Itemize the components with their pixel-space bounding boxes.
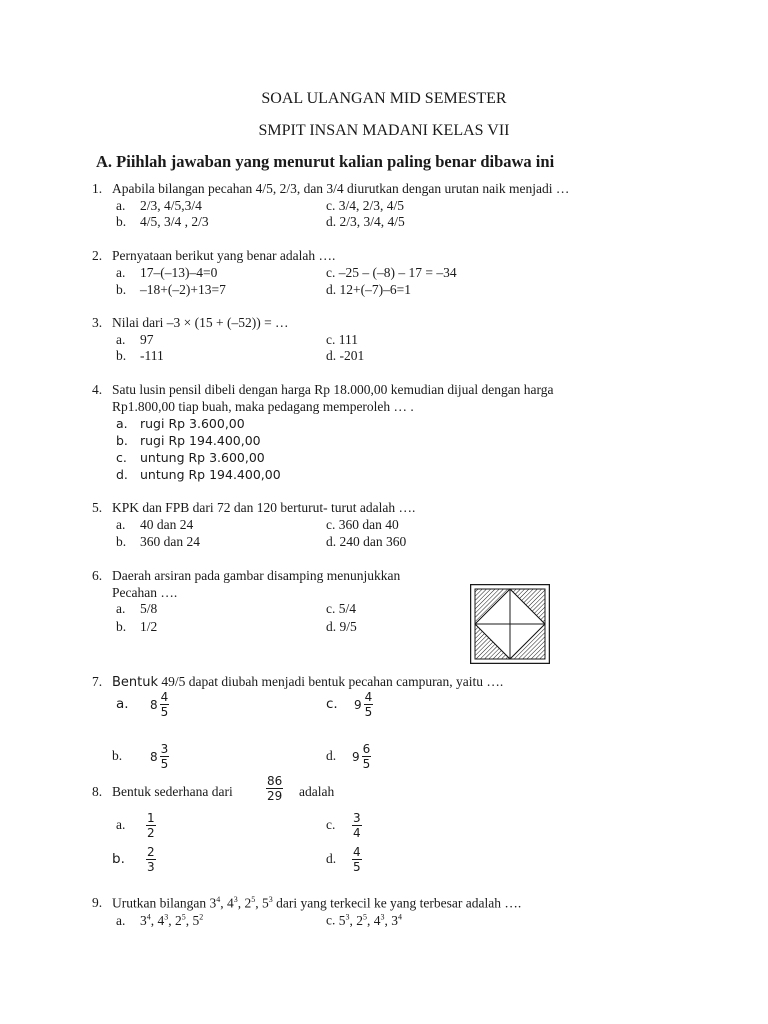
fraction (352, 811, 362, 840)
option-c[interactable] (326, 690, 373, 719)
mixed-whole: 9 (352, 749, 360, 764)
option-label: b. (116, 433, 128, 448)
option-b[interactable] (116, 282, 226, 298)
fraction (362, 742, 372, 771)
option-b[interactable] (112, 742, 169, 771)
option-label: d. (116, 467, 128, 482)
question-stem: 49/5 dapat diubah menjadi bentuk pecahan campuran, yaitu …. (161, 674, 504, 689)
option-text: 12+(–7)–6=1 (339, 282, 411, 297)
option-a[interactable] (116, 601, 157, 617)
denominator: 3 (147, 860, 155, 874)
option-text: $5^3$, $2^5$, $4^3$, $3^4$ (338, 912, 402, 928)
numerator: 86 (267, 774, 283, 788)
option-text: 17–(–13)–4=0 (140, 265, 218, 280)
option-b[interactable] (116, 534, 200, 550)
option-label: d. (326, 619, 337, 634)
option-c[interactable] (326, 198, 404, 214)
page-subtitle: SMPIT INSAN MADANI KELAS VII (258, 122, 510, 139)
mixed-whole: 8 (150, 697, 158, 712)
option-label: a. (116, 816, 126, 832)
option-label: a. (116, 912, 126, 928)
option-b[interactable] (116, 214, 209, 230)
question-stem: Pernyataan berikut yang benar adalah …. (112, 248, 336, 263)
question-stem: Urutkan bilangan $3^4$, $4^3$, $2^5$, $5^3$ dari yang terkecil ke yang terbesar adalah …. (112, 895, 522, 911)
option-text: 360 dan 40 (338, 517, 399, 532)
option-label: a. (116, 265, 126, 280)
option-label: d. (326, 214, 337, 229)
option-label: b. (112, 850, 125, 867)
numerator: 6 (362, 742, 371, 756)
option-label: b. (116, 214, 127, 229)
question-stem: Satu lusin pensil dibeli dengan harga Rp 18.000,00 kemudian dijual dengan harga (112, 382, 554, 397)
option-label: c. (326, 265, 336, 280)
page-title: SOAL ULANGAN MID SEMESTER (261, 90, 507, 107)
question-number: 8. (92, 784, 103, 799)
option-d[interactable] (326, 282, 411, 298)
option-label: c. (116, 450, 127, 465)
option-text: 2/3, 3/4, 4/5 (339, 214, 405, 229)
option-d[interactable] (116, 467, 281, 482)
option-label: d. (326, 850, 337, 866)
option-text: 1/2 (140, 619, 158, 634)
fraction (364, 690, 374, 719)
option-a[interactable] (116, 265, 217, 281)
option-b[interactable] (116, 433, 261, 448)
option-d[interactable] (326, 742, 371, 771)
option-c[interactable] (326, 912, 402, 929)
option-a[interactable] (116, 912, 203, 929)
option-d[interactable] (326, 845, 362, 874)
option-label: a. (116, 416, 128, 431)
denominator: 5 (160, 705, 169, 719)
option-a[interactable] (116, 811, 156, 840)
question-number: 6. (92, 568, 103, 583)
option-a[interactable] (116, 332, 154, 348)
fraction (160, 742, 170, 771)
option-c[interactable] (326, 811, 362, 840)
question-number: 1. (92, 181, 103, 196)
option-b[interactable] (116, 619, 157, 635)
option-text: 5/4 (338, 601, 357, 616)
option-text: 40 dan 24 (140, 517, 194, 532)
option-label: c. (326, 332, 336, 347)
question-number: 4. (92, 382, 103, 397)
section-a-heading: A. Piihlah jawaban yang menurut kalian paling benar dibawa ini (96, 152, 555, 171)
question-stem: Bentuk sederhana dari (112, 784, 233, 799)
numerator: 4 (353, 845, 361, 859)
option-label: b. (116, 282, 127, 297)
option-text: $3^4$, $4^3$, $2^5$, $5^2$ (140, 912, 204, 928)
numerator: 4 (364, 690, 373, 704)
option-a[interactable] (116, 416, 245, 431)
numerator: 4 (160, 690, 169, 704)
option-text: 97 (140, 332, 154, 347)
option-label: b. (116, 534, 127, 549)
option-label: a. (116, 601, 126, 616)
option-label: a. (116, 198, 126, 213)
option-text: 111 (338, 332, 358, 347)
question-stem-continued: Pecahan …. (112, 585, 178, 600)
numerator: 3 (160, 742, 169, 756)
option-label: c. (326, 601, 336, 616)
fraction (146, 811, 156, 840)
fraction (160, 690, 170, 719)
option-text: -111 (140, 348, 164, 363)
option-label: d. (326, 747, 337, 763)
question-stem: Daerah arsiran pada gambar disamping menunjukkan (112, 568, 401, 583)
option-c[interactable] (326, 601, 356, 617)
question-stem: KPK dan FPB dari 72 dan 120 berturut- turut adalah …. (112, 500, 416, 515)
question-number: 7. (92, 674, 103, 689)
option-c[interactable] (326, 517, 399, 533)
option-text: 5/8 (140, 601, 158, 616)
option-text: 2/3, 4/5,3/4 (140, 198, 202, 213)
option-text: untung Rp 194.400,00 (140, 467, 281, 482)
option-label: b. (116, 348, 127, 363)
option-d[interactable] (326, 214, 405, 230)
option-text: –25 – (–8) – 17 = –34 (338, 265, 457, 280)
square-diamond-figure (470, 584, 550, 664)
option-d[interactable] (326, 619, 357, 635)
option-label: b. (116, 619, 127, 634)
option-text: –18+(–2)+13=7 (140, 282, 226, 297)
option-label: c. (326, 912, 336, 928)
option-c[interactable] (326, 265, 457, 281)
option-text: 360 dan 24 (140, 534, 200, 549)
option-b[interactable] (116, 348, 164, 364)
option-label: d. (326, 348, 337, 363)
option-text: rugi Rp 3.600,00 (140, 416, 245, 431)
option-label: c. (326, 198, 336, 213)
denominator: 5 (160, 757, 169, 771)
question-stem-word: Bentuk (112, 675, 159, 690)
question-stem-tail: adalah (299, 784, 335, 799)
option-d[interactable] (326, 534, 406, 550)
option-a[interactable] (116, 517, 193, 533)
question-number: 5. (92, 500, 103, 515)
denominator: 5 (353, 860, 361, 874)
option-label: b. (112, 747, 123, 763)
option-text: rugi Rp 194.400,00 (140, 433, 261, 448)
mixed-whole: 8 (150, 749, 158, 764)
stem-fraction (266, 774, 283, 803)
denominator: 2 (147, 826, 155, 840)
fraction (352, 845, 362, 874)
mixed-whole: 9 (354, 697, 362, 712)
option-label: a. (116, 695, 129, 712)
numerator: 1 (147, 811, 155, 825)
option-text: 3/4, 2/3, 4/5 (338, 198, 405, 213)
option-a[interactable] (116, 198, 202, 214)
fraction (266, 774, 283, 803)
option-label: a. (116, 517, 126, 532)
denominator: 5 (362, 757, 371, 771)
option-label: d. (326, 534, 337, 549)
option-label: d. (326, 282, 337, 297)
numerator: 2 (147, 845, 155, 859)
question-stem-continued: Rp1.800,00 tiap buah, maka pedagang memperoleh … . (112, 399, 414, 414)
fraction (146, 845, 156, 874)
option-a[interactable] (116, 690, 169, 719)
question-number: 3. (92, 315, 103, 330)
option-label: a. (116, 332, 126, 347)
option-label: c. (326, 695, 338, 712)
option-c[interactable] (326, 332, 358, 348)
question-number: 9. (92, 895, 103, 910)
option-label: c. (326, 517, 336, 532)
denominator: 5 (364, 705, 373, 719)
option-text: untung Rp 3.600,00 (140, 450, 265, 465)
option-text: 9/5 (339, 619, 357, 634)
option-c[interactable] (116, 450, 265, 465)
denominator: 4 (353, 826, 361, 840)
option-b[interactable] (112, 845, 156, 874)
question-stem: Nilai dari –3 × (15 + (–52)) = … (112, 315, 289, 330)
question-number: 2. (92, 248, 103, 263)
question-stem: Apabila bilangan pecahan 4/5, 2/3, dan 3/4 diurutkan dengan urutan naik menjadi … (112, 181, 570, 196)
denominator: 29 (267, 789, 283, 803)
option-text: 4/5, 3/4 , 2/3 (140, 214, 209, 229)
option-d[interactable] (326, 348, 364, 364)
option-label: c. (326, 816, 336, 832)
numerator: 3 (353, 811, 361, 825)
option-text: -201 (339, 348, 365, 363)
option-text: 240 dan 360 (339, 534, 407, 549)
